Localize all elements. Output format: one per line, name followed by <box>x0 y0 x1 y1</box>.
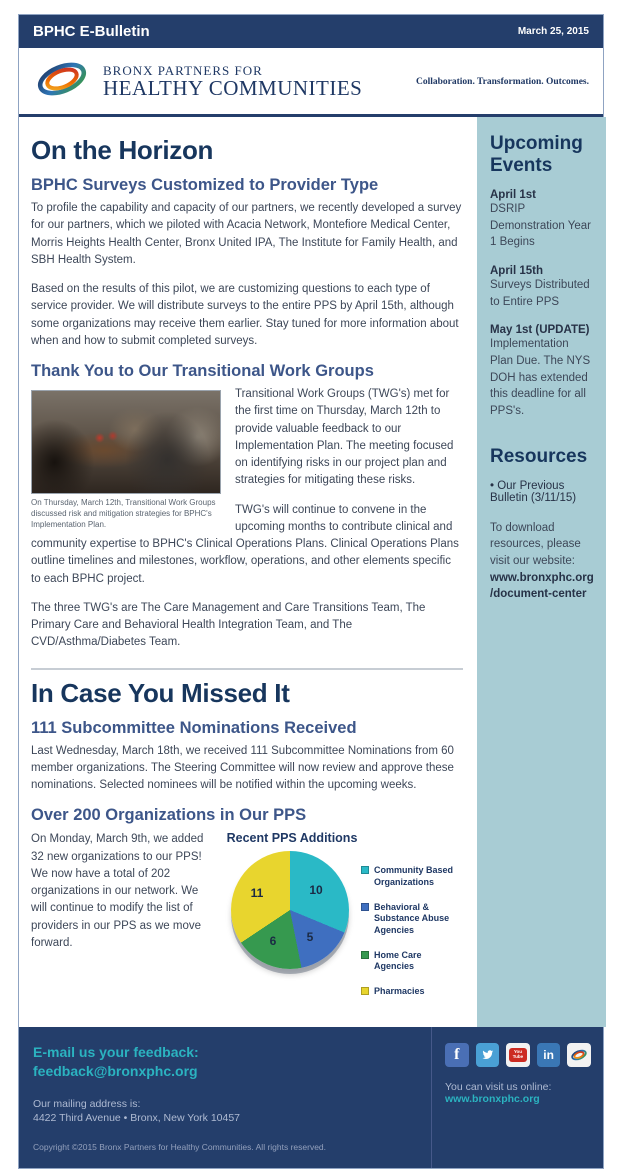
brand-name-line2: HEALTHY COMMUNITIES <box>103 76 363 101</box>
brand-name-line1: BRONX PARTNERS FOR <box>103 62 263 78</box>
address-label: Our mailing address is: <box>33 1097 141 1110</box>
bphc-swirl-logo-icon <box>33 58 91 105</box>
chart-title: Recent PPS Additions <box>226 831 358 846</box>
legend-label-pharmacies: Pharmacies <box>374 986 425 997</box>
event-desc: DSRIP Demonstration Year 1 Begins <box>490 203 592 249</box>
linkedin-icon[interactable]: in <box>537 1043 561 1067</box>
event-desc: Implementation Plan Due. The NYS DOH has extended this deadline for all PPS's. <box>490 338 591 418</box>
twg-paragraph-3: The three TWG's are The Care Management and Care Transitions Team, The Primary Care and Behavioral Health Integration Team, and The CVD/Asthma/Diabetes Team. <box>31 601 426 649</box>
legend-swatch-community <box>361 866 369 874</box>
facebook-icon[interactable]: f <box>445 1043 469 1067</box>
twg-photo-figure <box>31 390 221 530</box>
copyright: Copyright ©2015 Bronx Partners for Healthy Communities. All rights reserved. <box>33 1141 327 1152</box>
sidebar <box>477 117 606 1027</box>
bulletin-title: BPHC E-Bulletin <box>33 23 150 40</box>
footer-right <box>431 1027 603 1168</box>
legend-item-community <box>361 865 463 888</box>
chart-legend <box>361 851 463 1011</box>
legend-item-behavioral <box>361 902 463 937</box>
pie-value-behavioral: 5 <box>306 930 314 945</box>
event-date: May 1st (UPDATE) <box>490 324 590 337</box>
event-date: April 1st <box>490 189 537 201</box>
bulletin-page <box>18 14 604 1169</box>
twg-photo-caption: On Thursday, March 12th, Transitional Work Groups discussed risk and mitigation strategies for BPHC's Implementation Plan. <box>31 498 216 529</box>
footer <box>19 1027 603 1168</box>
twg-paragraph-2: TWG's will continue to convene in the upcoming months to contribute clinical and community expertise to BPHC's Clinical Operations Plans. Clinical Operations Plans outline timelines and milestones, workflow, operations, and other elements specific to each BPHC project. <box>31 503 459 585</box>
section-title-on-the-horizon: On the Horizon <box>31 135 214 165</box>
sidebar-title-resources: Resources <box>490 445 588 467</box>
resources-url-line2[interactable]: /document-center <box>490 588 587 601</box>
brand-tagline: Collaboration. Transformation. Outcomes. <box>415 76 589 87</box>
legend-label-community: Community Based Organizations <box>374 865 454 887</box>
pie-chart <box>231 851 349 969</box>
surveys-paragraph-1: To profile the capability and capacity of our partners, we recently developed a survey for our partners, which we piloted with Acacia Network, Montefiore Medical Center, Morris Heights Health Center, Bronx United IPA, The Institute for Family Health, and SBH Health System. <box>31 202 462 266</box>
section-divider <box>31 668 463 670</box>
resources-section <box>490 446 594 603</box>
address: 4422 Third Avenue • Bronx, New York 10457 <box>33 1112 241 1125</box>
event-desc: Surveys Distributed to Entire PPS <box>490 279 590 308</box>
heading-surveys: BPHC Surveys Customized to Provider Type <box>31 176 379 194</box>
twitter-icon[interactable] <box>476 1043 500 1067</box>
heading-organizations: Over 200 Organizations in Our PPS <box>31 806 307 825</box>
logo-band <box>19 48 603 117</box>
legend-swatch-homecare <box>361 951 369 959</box>
visit-url-link[interactable]: www.bronxphc.org <box>445 1092 540 1105</box>
organizations-paragraph: On Monday, March 9th, we added 32 new organizations to our PPS! We now have a total of 202 organizations in our network. We will continue to modify the list of providers in our PPS as we move forward. <box>31 833 204 949</box>
previous-bulletin-link[interactable]: • Our Previous Bulletin (3/11/15) <box>490 479 577 504</box>
resources-note: To download resources, please visit our website: <box>490 521 581 568</box>
event-date: April 15th <box>490 265 544 278</box>
pie-value-homecare: 6 <box>269 934 277 949</box>
legend-swatch-behavioral <box>361 903 369 911</box>
heading-twg: Thank You to Our Transitional Work Groups <box>31 362 374 380</box>
brand-name <box>103 64 362 100</box>
bulletin-date: March 25, 2015 <box>517 26 589 37</box>
feedback-email-link[interactable]: feedback@bronxphc.org <box>33 1062 198 1079</box>
surveys-paragraph-2: Based on the results of this pilot, we are customizing questions to each type of service provider. We will distribute surveys to the entire PPS by April 15th, although some organizations may receive them earlier. Stay tuned for more information about when and how to submit completed surveys. <box>31 283 459 347</box>
event-april-1 <box>490 189 594 251</box>
event-april-15 <box>490 265 594 310</box>
resources-url-line1[interactable]: www.bronxphc.org <box>490 571 594 584</box>
pps-chart-row <box>31 831 463 1011</box>
heading-nominations: 111 Subcommittee Nominations Received <box>31 718 357 737</box>
pie <box>231 851 349 969</box>
pie-value-pharmacies: 11 <box>250 886 264 901</box>
main-area <box>19 117 603 1027</box>
youtube-icon[interactable]: You Tube <box>506 1043 530 1067</box>
footer-left <box>19 1027 431 1168</box>
legend-item-pharmacies <box>361 986 463 998</box>
pie-value-community: 10 <box>309 883 323 898</box>
section-title-in-case: In Case You Missed It <box>31 677 290 708</box>
social-icons <box>445 1043 591 1067</box>
twg-meeting-photo <box>31 390 221 494</box>
main-content <box>19 117 477 1027</box>
twg-paragraph-1: Transitional Work Groups (TWG's) met for the first time on Thursday, March 12th to provide valuable feedback to our Implementation Plan. The meeting focused on identifying risks in our project plan and strategies for mitigating these risks. <box>235 388 454 487</box>
nominations-paragraph: Last Wednesday, March 18th, we received 111 Subcommittee Nominations from 60 member organizations. The Steering Committee will now review and approve these nominations. Selected nominees will be notified within the upcoming weeks. <box>31 744 454 791</box>
topbar <box>19 15 603 48</box>
legend-swatch-pharmacies <box>361 987 369 995</box>
bphc-logo-icon[interactable] <box>567 1043 591 1067</box>
visit-label: You can visit us online: <box>445 1080 552 1093</box>
event-may-1 <box>490 324 594 419</box>
pps-additions-chart <box>217 831 463 1011</box>
sidebar-title-upcoming-events: Upcoming Events <box>490 133 583 176</box>
legend-item-homecare <box>361 950 463 973</box>
legend-label-behavioral: Behavioral & Substance Abuse Agencies <box>374 901 450 935</box>
legend-label-homecare: Home Care Agencies <box>374 949 422 972</box>
feedback-label: E-mail us your feedback: <box>33 1043 199 1060</box>
